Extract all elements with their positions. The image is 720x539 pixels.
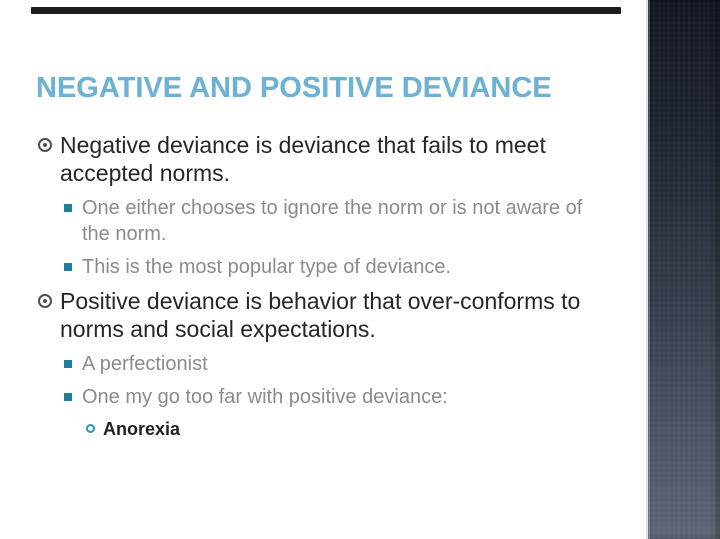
bullet-text: A perfectionist <box>82 353 208 375</box>
page-title: NEGATIVE AND POSITIVE DEVIANCE <box>36 72 552 104</box>
list-item <box>36 131 596 187</box>
bullet-text: Positive deviance is behavior that over-conforms to norms and social expectations. <box>60 288 581 342</box>
right-gradient-panel <box>646 0 720 539</box>
list-item <box>36 417 596 441</box>
bullet-list <box>36 131 596 441</box>
circled-dot-bullet-icon <box>38 294 52 308</box>
circled-dot-bullet-icon <box>38 138 52 152</box>
list-item <box>36 287 596 343</box>
bullet-text: Negative deviance is deviance that fails to meet accepted norms. <box>60 132 546 186</box>
list-item <box>36 254 596 280</box>
top-bar <box>31 7 621 14</box>
square-bullet-icon <box>64 263 72 271</box>
list-item <box>36 195 596 247</box>
hollow-circle-bullet-icon <box>86 424 95 433</box>
list-item <box>36 351 596 377</box>
bullet-text: This is the most popular type of deviance. <box>82 256 452 278</box>
square-bullet-icon <box>64 204 72 212</box>
square-bullet-icon <box>64 393 72 401</box>
bullet-text: One my go too far with positive deviance: <box>82 386 448 408</box>
list-item <box>36 384 596 410</box>
bullet-text: Anorexia <box>103 419 181 439</box>
bullet-text: One either chooses to ignore the norm or is not aware of the norm. <box>82 197 583 245</box>
square-bullet-icon <box>64 360 72 368</box>
